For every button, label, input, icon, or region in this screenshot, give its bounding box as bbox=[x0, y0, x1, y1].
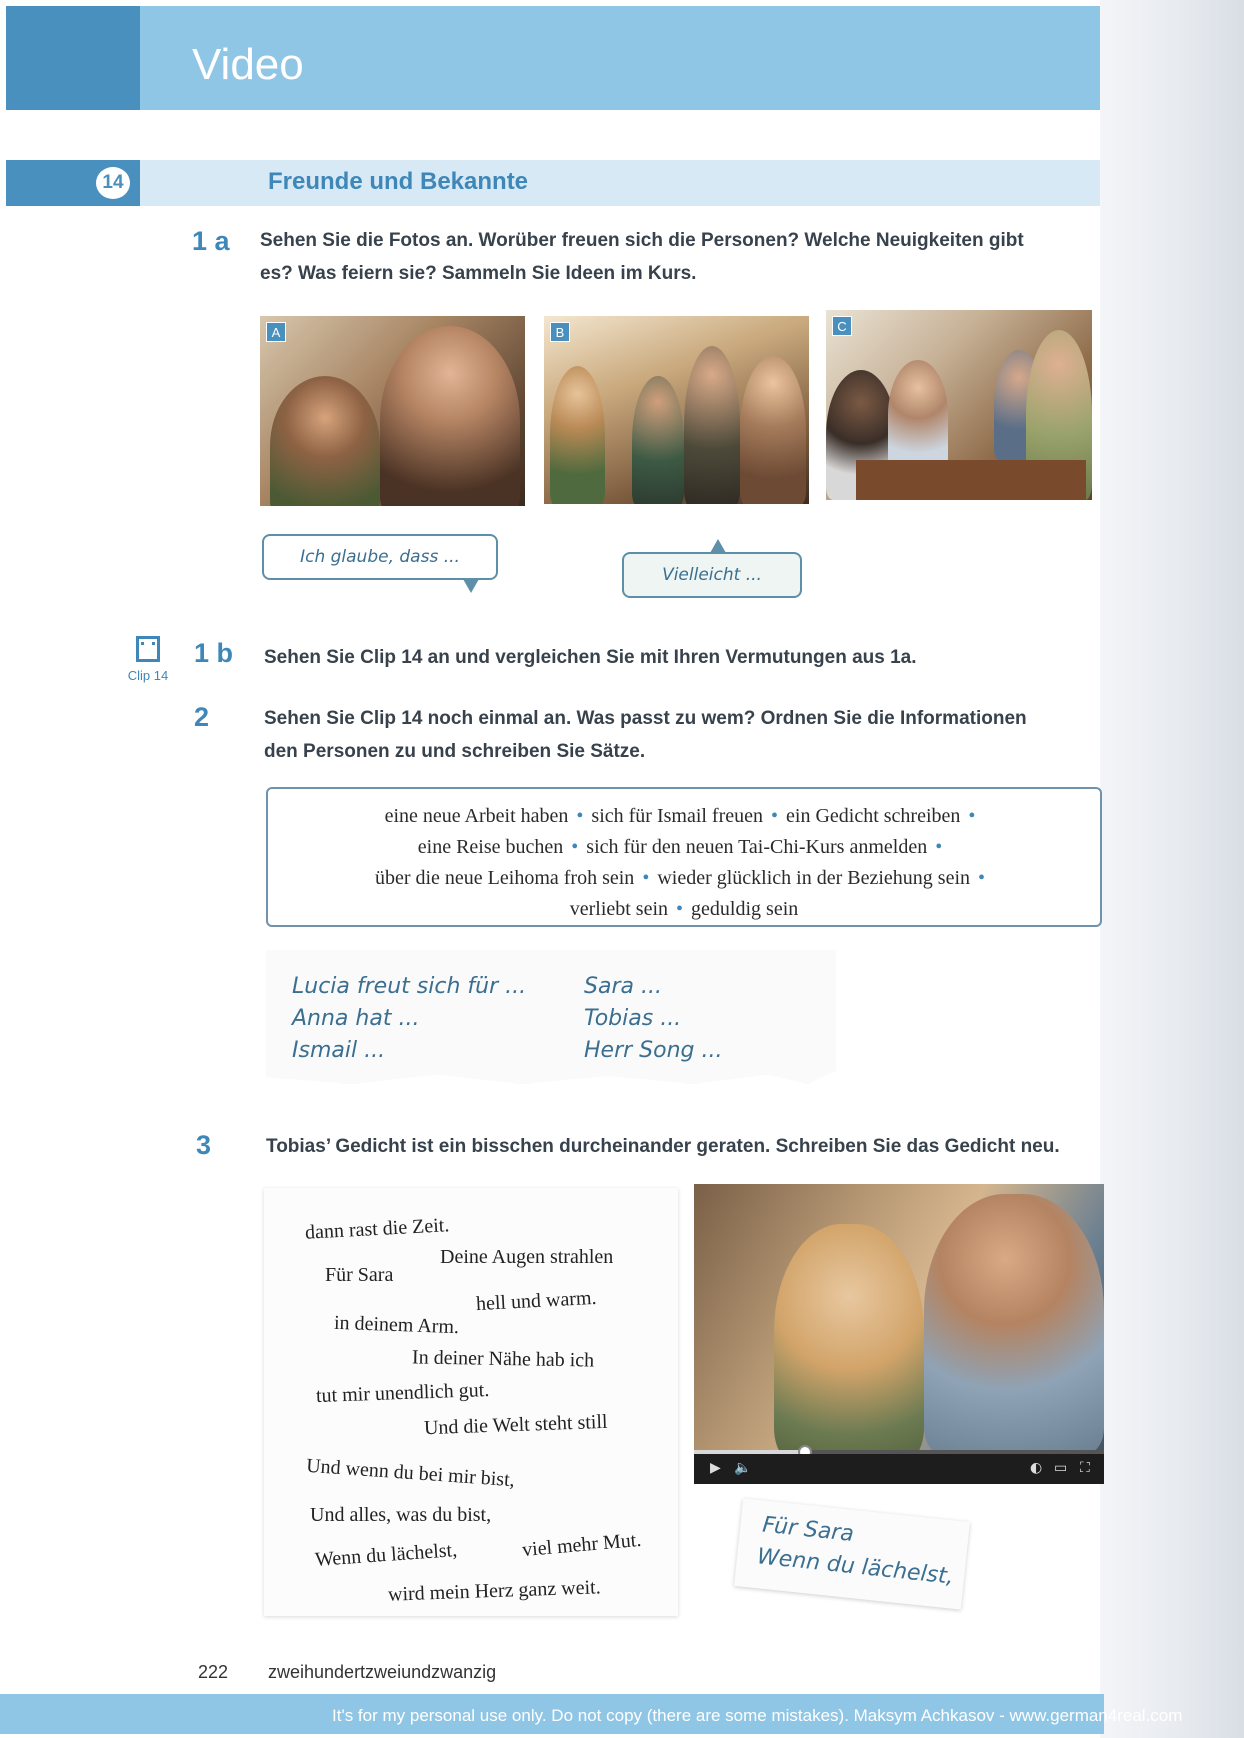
word-box bbox=[266, 787, 1102, 927]
exercise-1a-instruction-line1: Sehen Sie die Fotos an. Worüber freuen sich die Personen? Welche Neuigkeiten gibt bbox=[260, 230, 1024, 251]
unit-heading: Freunde und Bekannte bbox=[268, 168, 529, 195]
bullet-dot: • bbox=[642, 867, 650, 889]
photo-b-person-2 bbox=[632, 376, 684, 504]
theater-mode-icon[interactable]: ▭ bbox=[1054, 1460, 1068, 1476]
exercise-3-number: 3 bbox=[196, 1130, 212, 1160]
page-number: 222 bbox=[198, 1662, 229, 1682]
poem-line: In deiner Nähe hab ich bbox=[411, 1346, 595, 1372]
poem-caption-card bbox=[734, 1498, 970, 1609]
exercise-1b-number: 1 b bbox=[194, 638, 234, 668]
bullet-dot: • bbox=[978, 867, 986, 889]
photo-c-table bbox=[856, 460, 1086, 500]
photo-a-label: A bbox=[266, 322, 286, 342]
exercise-1b-instruction: Sehen Sie Clip 14 an und vergleichen Sie mit Ihren Vermutungen aus 1a. bbox=[264, 647, 917, 668]
fullscreen-icon[interactable]: ⛶ bbox=[1080, 1460, 1090, 1476]
poem-line: Wenn du lächelst, bbox=[314, 1539, 458, 1571]
clip-marker bbox=[120, 636, 176, 683]
bullet-dot: • bbox=[676, 898, 684, 920]
photo-b-person-4 bbox=[740, 356, 806, 504]
photo-b-person-3 bbox=[684, 346, 740, 504]
word-item: wieder glücklich in der Beziehung sein bbox=[657, 867, 971, 889]
poem-line: hell und warm. bbox=[475, 1286, 597, 1316]
exercise-2-number: 2 bbox=[194, 702, 210, 732]
word-item: über die neue Leihoma froh sein bbox=[374, 867, 635, 889]
exercise-3-instruction: Tobias’ Gedicht ist ein bisschen durcheinander geraten. Schreiben Sie das Gedicht neu. bbox=[266, 1136, 1060, 1157]
video-player[interactable] bbox=[694, 1184, 1104, 1484]
chapter-header-tab bbox=[6, 6, 140, 110]
starter-lucia: Lucia freut sich für ... bbox=[292, 974, 527, 999]
word-box-row-3 bbox=[268, 863, 1100, 894]
photo-b-label: B bbox=[550, 322, 570, 342]
speech-bubble-vielleicht: Vielleicht ... bbox=[622, 552, 802, 598]
word-item: eine Reise buchen bbox=[417, 836, 564, 858]
photo-a-person-left bbox=[270, 376, 380, 506]
settings-icon[interactable]: ◐ bbox=[1030, 1460, 1043, 1476]
clip-label: Clip 14 bbox=[127, 668, 169, 683]
play-icon[interactable]: ▶ bbox=[710, 1460, 721, 1476]
film-strip-icon bbox=[136, 636, 160, 662]
word-item: ein Gedicht schreiben bbox=[786, 805, 961, 827]
bullet-dot: • bbox=[771, 805, 779, 827]
exercise-1a-number: 1 a bbox=[192, 226, 230, 256]
unit-header-band bbox=[6, 160, 1100, 206]
unit-number-badge: 14 bbox=[96, 167, 130, 199]
word-item: sich für Ismail freuen bbox=[591, 805, 764, 827]
word-box-row-2 bbox=[268, 832, 1100, 863]
photo-c bbox=[826, 310, 1092, 500]
poem-line: viel mehr Mut. bbox=[521, 1528, 643, 1562]
starter-sara: Sara ... bbox=[584, 974, 662, 999]
word-box-row-4 bbox=[268, 894, 1100, 925]
bullet-dot: • bbox=[571, 836, 579, 858]
poem-line: Für Sara bbox=[325, 1264, 394, 1286]
photo-b-person-1 bbox=[550, 366, 605, 504]
starter-herr-song: Herr Song ... bbox=[584, 1038, 723, 1063]
photo-c-label: C bbox=[832, 316, 852, 336]
video-controls bbox=[694, 1454, 1104, 1484]
poem-line: in deinem Arm. bbox=[333, 1311, 460, 1339]
exercise-1a-instruction-line2: es? Was feiern sie? Sammeln Sie Ideen im Kurs. bbox=[260, 263, 697, 284]
word-item: sich für den neuen Tai-Chi-Kurs anmelden bbox=[586, 836, 928, 858]
starter-ismail: Ismail ... bbox=[292, 1038, 386, 1063]
photo-a bbox=[260, 316, 525, 506]
chapter-title: Video bbox=[192, 40, 304, 89]
page-edge-shadow bbox=[1100, 0, 1244, 1738]
caption-line-2: Wenn du lächelst, bbox=[755, 1544, 955, 1590]
bullet-dot: • bbox=[968, 805, 976, 827]
chapter-header-band bbox=[6, 6, 1100, 110]
volume-icon[interactable]: 🔈 bbox=[734, 1460, 752, 1476]
watermark-text: It's for my personal use only. Do not copy (there are some mistakes). Maksym Achkasov - www.german4real.com bbox=[332, 1706, 1183, 1725]
speech-bubble-tail-right bbox=[710, 539, 726, 553]
photo-a-person-right bbox=[380, 326, 520, 506]
word-item: eine neue Arbeit haben bbox=[384, 805, 569, 827]
starter-anna: Anna hat ... bbox=[292, 1006, 420, 1031]
page-number-word: zweihundertzweiundzwanzig bbox=[268, 1662, 497, 1682]
starter-tobias: Tobias ... bbox=[584, 1006, 682, 1031]
exercise-2-instruction-line2: den Personen zu und schreiben Sie Sätze. bbox=[264, 741, 646, 762]
poem-line: wird mein Herz ganz weit. bbox=[387, 1576, 602, 1606]
caption-line-1: Für Sara bbox=[761, 1512, 856, 1548]
exercise-2-instruction-line1: Sehen Sie Clip 14 noch einmal an. Was passt zu wem? Ordnen Sie die Informationen bbox=[264, 708, 1027, 729]
word-item: geduldig sein bbox=[691, 898, 799, 920]
word-box-row-1 bbox=[268, 801, 1100, 832]
photo-c-person-2 bbox=[888, 360, 948, 470]
video-person-sara bbox=[774, 1224, 924, 1464]
bullet-dot: • bbox=[576, 805, 584, 827]
photo-b bbox=[544, 316, 809, 504]
poem-line: Deine Augen strahlen bbox=[440, 1246, 614, 1268]
poem-line: Und alles, was du bist, bbox=[310, 1504, 492, 1526]
poem-line: Und die Welt steht still bbox=[423, 1410, 608, 1440]
poem-line: Und wenn du bei mir bist, bbox=[305, 1454, 516, 1492]
speech-bubble-tail-left bbox=[463, 579, 479, 593]
speech-bubble-ich-glaube: Ich glaube, dass ... bbox=[262, 534, 498, 580]
poem-line: dann rast die Zeit. bbox=[304, 1214, 450, 1244]
poem-line: tut mir unendlich gut. bbox=[315, 1378, 490, 1408]
word-item: verliebt sein bbox=[569, 898, 669, 920]
video-person-tobias bbox=[924, 1194, 1104, 1454]
bullet-dot: • bbox=[935, 836, 943, 858]
